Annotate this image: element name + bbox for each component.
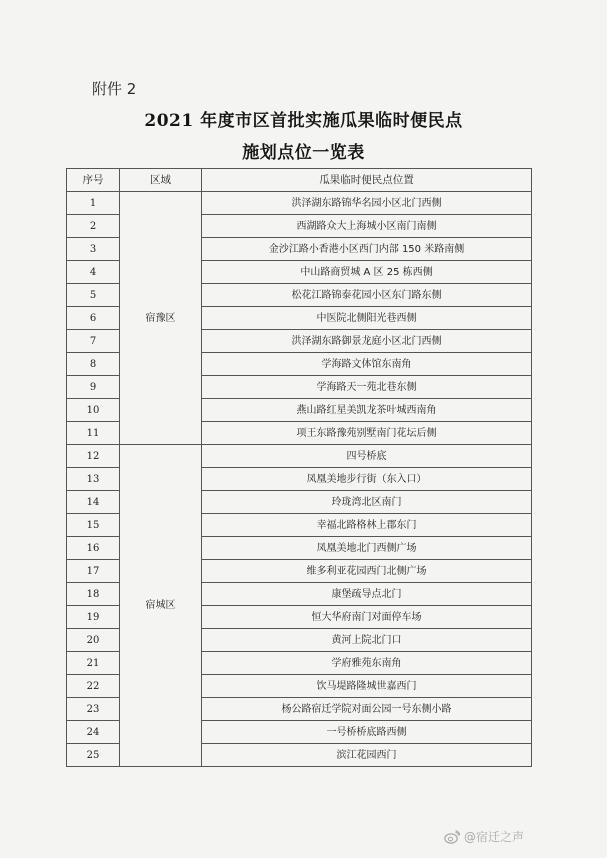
row-number: 12 xyxy=(67,445,120,468)
location-cell: 学海路文体馆东南角 xyxy=(202,353,532,376)
row-number: 7 xyxy=(67,330,120,353)
row-number: 25 xyxy=(67,744,120,767)
weibo-watermark xyxy=(444,828,524,845)
location-cell: 凤凰美地北门西侧广场 xyxy=(202,537,532,560)
table-header xyxy=(67,169,532,192)
location-cell: 金沙江路小香港小区西门内部 150 米路南侧 xyxy=(202,238,532,261)
location-cell: 维多利亚花园西门北侧广场 xyxy=(202,560,532,583)
location-cell: 玲珑湾北区南门 xyxy=(202,491,532,514)
location-cell: 杨公路宿迁学院对面公园一号东侧小路 xyxy=(202,698,532,721)
weibo-icon xyxy=(444,830,460,844)
row-number: 20 xyxy=(67,629,120,652)
location-cell: 中医院北侧阳光巷西侧 xyxy=(202,307,532,330)
location-cell: 黄河上院北门口 xyxy=(202,629,532,652)
row-number: 22 xyxy=(67,675,120,698)
row-number: 13 xyxy=(67,468,120,491)
row-number: 4 xyxy=(67,261,120,284)
row-number: 10 xyxy=(67,399,120,422)
row-number: 1 xyxy=(67,192,120,215)
location-cell: 松花江路锦泰花园小区东门路东侧 xyxy=(202,284,532,307)
row-number: 18 xyxy=(67,583,120,606)
location-cell: 燕山路红星美凯龙茶叶城西南角 xyxy=(202,399,532,422)
table-row xyxy=(67,192,532,215)
location-cell: 洪泽湖东路锦华名园小区北门西侧 xyxy=(202,192,532,215)
row-number: 3 xyxy=(67,238,120,261)
row-number: 16 xyxy=(67,537,120,560)
row-number: 24 xyxy=(67,721,120,744)
table-row xyxy=(67,445,532,468)
attachment-label: 附件 2 xyxy=(92,80,137,98)
row-number: 21 xyxy=(67,652,120,675)
row-number: 19 xyxy=(67,606,120,629)
row-number: 5 xyxy=(67,284,120,307)
row-number: 15 xyxy=(67,514,120,537)
location-cell: 四号桥底 xyxy=(202,445,532,468)
watermark-text: @宿迁之声 xyxy=(464,830,525,844)
row-number: 9 xyxy=(67,376,120,399)
table-header-row xyxy=(67,169,532,192)
table-body xyxy=(67,192,532,767)
header-location: 瓜果临时便民点位置 xyxy=(202,169,532,192)
location-cell: 一号桥桥底路西侧 xyxy=(202,721,532,744)
region-cell: 宿豫区 xyxy=(120,192,202,445)
location-table xyxy=(66,168,532,767)
row-number: 6 xyxy=(67,307,120,330)
location-cell: 洪泽湖东路御景龙庭小区北门西侧 xyxy=(202,330,532,353)
location-cell: 滨江花园西门 xyxy=(202,744,532,767)
row-number: 2 xyxy=(67,215,120,238)
location-cell: 康堡疏导点北门 xyxy=(202,583,532,606)
location-cell: 项王东路豫苑别墅南门花坛后侧 xyxy=(202,422,532,445)
row-number: 23 xyxy=(67,698,120,721)
document-title-line1: 2021 年度市区首批实施瓜果临时便民点 xyxy=(144,111,463,131)
header-number: 序号 xyxy=(67,169,120,192)
location-cell: 中山路商贸城 A 区 25 栋西侧 xyxy=(202,261,532,284)
row-number: 11 xyxy=(67,422,120,445)
row-number: 8 xyxy=(67,353,120,376)
header-region: 区域 xyxy=(120,169,202,192)
row-number: 14 xyxy=(67,491,120,514)
row-number: 17 xyxy=(67,560,120,583)
region-cell: 宿城区 xyxy=(120,445,202,767)
location-cell: 学海路天一苑北巷东侧 xyxy=(202,376,532,399)
location-cell: 饮马堤路隆城世嘉西门 xyxy=(202,675,532,698)
location-cell: 学府雅苑东南角 xyxy=(202,652,532,675)
location-cell: 西湖路众大上海城小区南门南侧 xyxy=(202,215,532,238)
location-cell: 幸福北路格林上郡东门 xyxy=(202,514,532,537)
document-title-line2: 施划点位一览表 xyxy=(242,143,365,163)
location-cell: 凤凰美地步行街（东入口） xyxy=(202,468,532,491)
location-cell: 恒大华府南门对面停车场 xyxy=(202,606,532,629)
